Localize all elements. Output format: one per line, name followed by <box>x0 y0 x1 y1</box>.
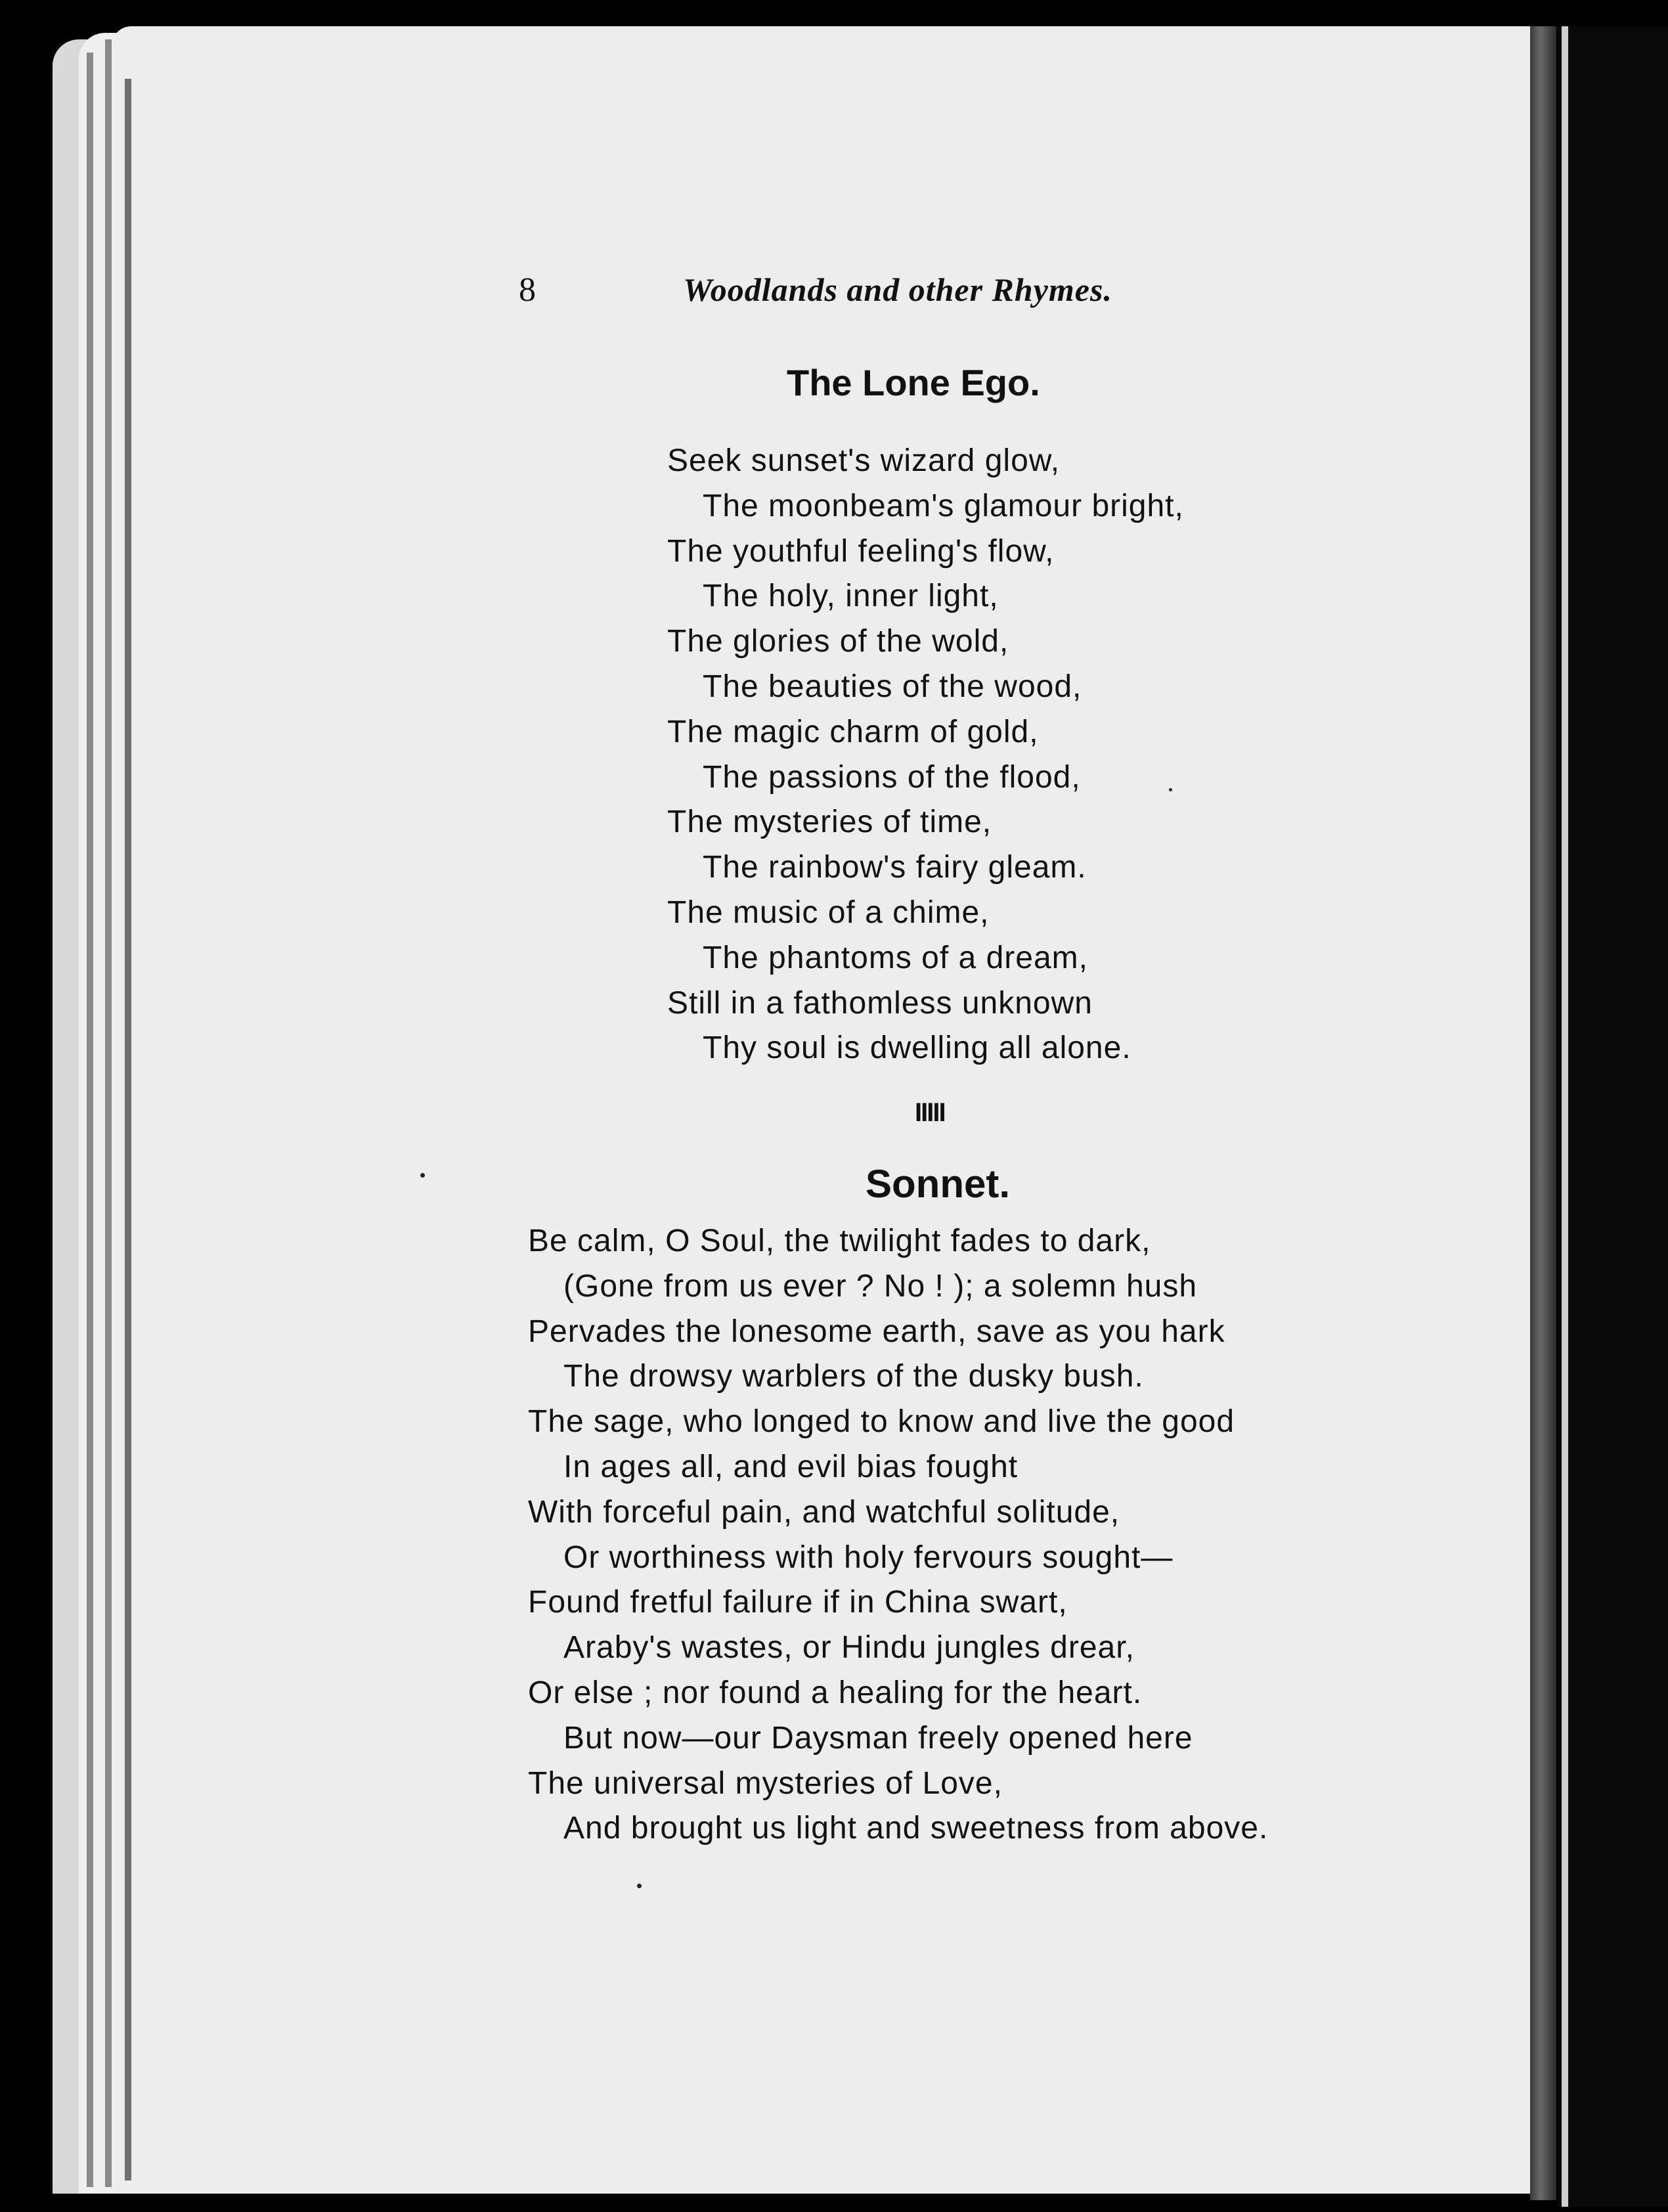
poem-sonnet-body <box>528 1219 1268 1851</box>
verse-line: Still in a fathomless unknown <box>667 985 1093 1021</box>
verse-line: The moonbeam's glamour bright, <box>703 488 1184 523</box>
book-title: Woodlands and other Rhymes. <box>683 271 1112 308</box>
running-head <box>519 271 1202 317</box>
verse-line: The magic charm of gold, <box>667 714 1039 749</box>
verse-line: Or else ; nor found a healing for the heart. <box>528 1675 1143 1710</box>
section-separator-ornament: IIIII <box>915 1098 945 1127</box>
verse-line: The glories of the wold, <box>667 624 1009 659</box>
verse-line: (Gone from us ever ? No ! ); a solemn hush <box>563 1268 1198 1304</box>
page-number: 8 <box>519 271 536 309</box>
verse-line: The youthful feeling's flow, <box>667 533 1055 569</box>
paper-speck <box>637 1884 642 1888</box>
verse-line: The drowsy warblers of the dusky bush. <box>563 1359 1144 1394</box>
page-edge-shadow <box>125 79 131 2180</box>
verse-line: Thy soul is dwelling all alone. <box>703 1030 1131 1066</box>
verse-line: The universal mysteries of Love, <box>528 1765 1003 1801</box>
verse-line: The sage, who longed to know and live the good <box>528 1404 1235 1440</box>
verse-line: Or worthiness with holy fervours sought— <box>563 1539 1174 1575</box>
facing-page-edge <box>1558 26 1668 2207</box>
verse-line: And brought us light and sweetness from above. <box>563 1811 1269 1846</box>
verse-line: Araby's wastes, or Hindu jungles drear, <box>563 1630 1135 1666</box>
poem-title-sonnet: Sonnet. <box>866 1162 1010 1206</box>
verse-line: Be calm, O Soul, the twilight fades to dark, <box>528 1224 1151 1258</box>
verse-line: In ages all, and evil bias fought <box>563 1449 1019 1484</box>
facing-page-sliver <box>1562 26 1568 2207</box>
book-gutter <box>1530 26 1556 2200</box>
page-edge-shadow <box>105 39 112 2187</box>
verse-line: Found fretful failure if in China swart, <box>528 1585 1068 1620</box>
verse-line: The mysteries of time, <box>667 805 992 840</box>
verse-line: The rainbow's fairy gleam. <box>703 850 1087 885</box>
page-edge-shadow <box>87 53 93 2187</box>
verse-line: The beauties of the wood, <box>703 669 1082 704</box>
verse-line: Pervades the lonesome earth, save as you hark <box>528 1314 1225 1349</box>
verse-line: The phantoms of a dream, <box>703 940 1088 975</box>
verse-line: The passions of the flood, <box>703 759 1081 795</box>
paper-speck <box>1169 788 1172 791</box>
book-page <box>112 26 1537 2194</box>
verse-line: Seek sunset's wizard glow, <box>667 443 1061 478</box>
verse-line: The holy, inner light, <box>703 579 999 614</box>
poem-lone-ego-body <box>667 439 1184 1071</box>
poem-title-lone-ego: The Lone Ego. <box>787 362 1040 403</box>
verse-line: The music of a chime, <box>667 895 990 930</box>
paper-speck <box>420 1173 425 1178</box>
verse-line: With forceful pain, and watchful solitude, <box>528 1494 1120 1530</box>
verse-line: But now—our Daysman freely opened here <box>563 1720 1193 1756</box>
